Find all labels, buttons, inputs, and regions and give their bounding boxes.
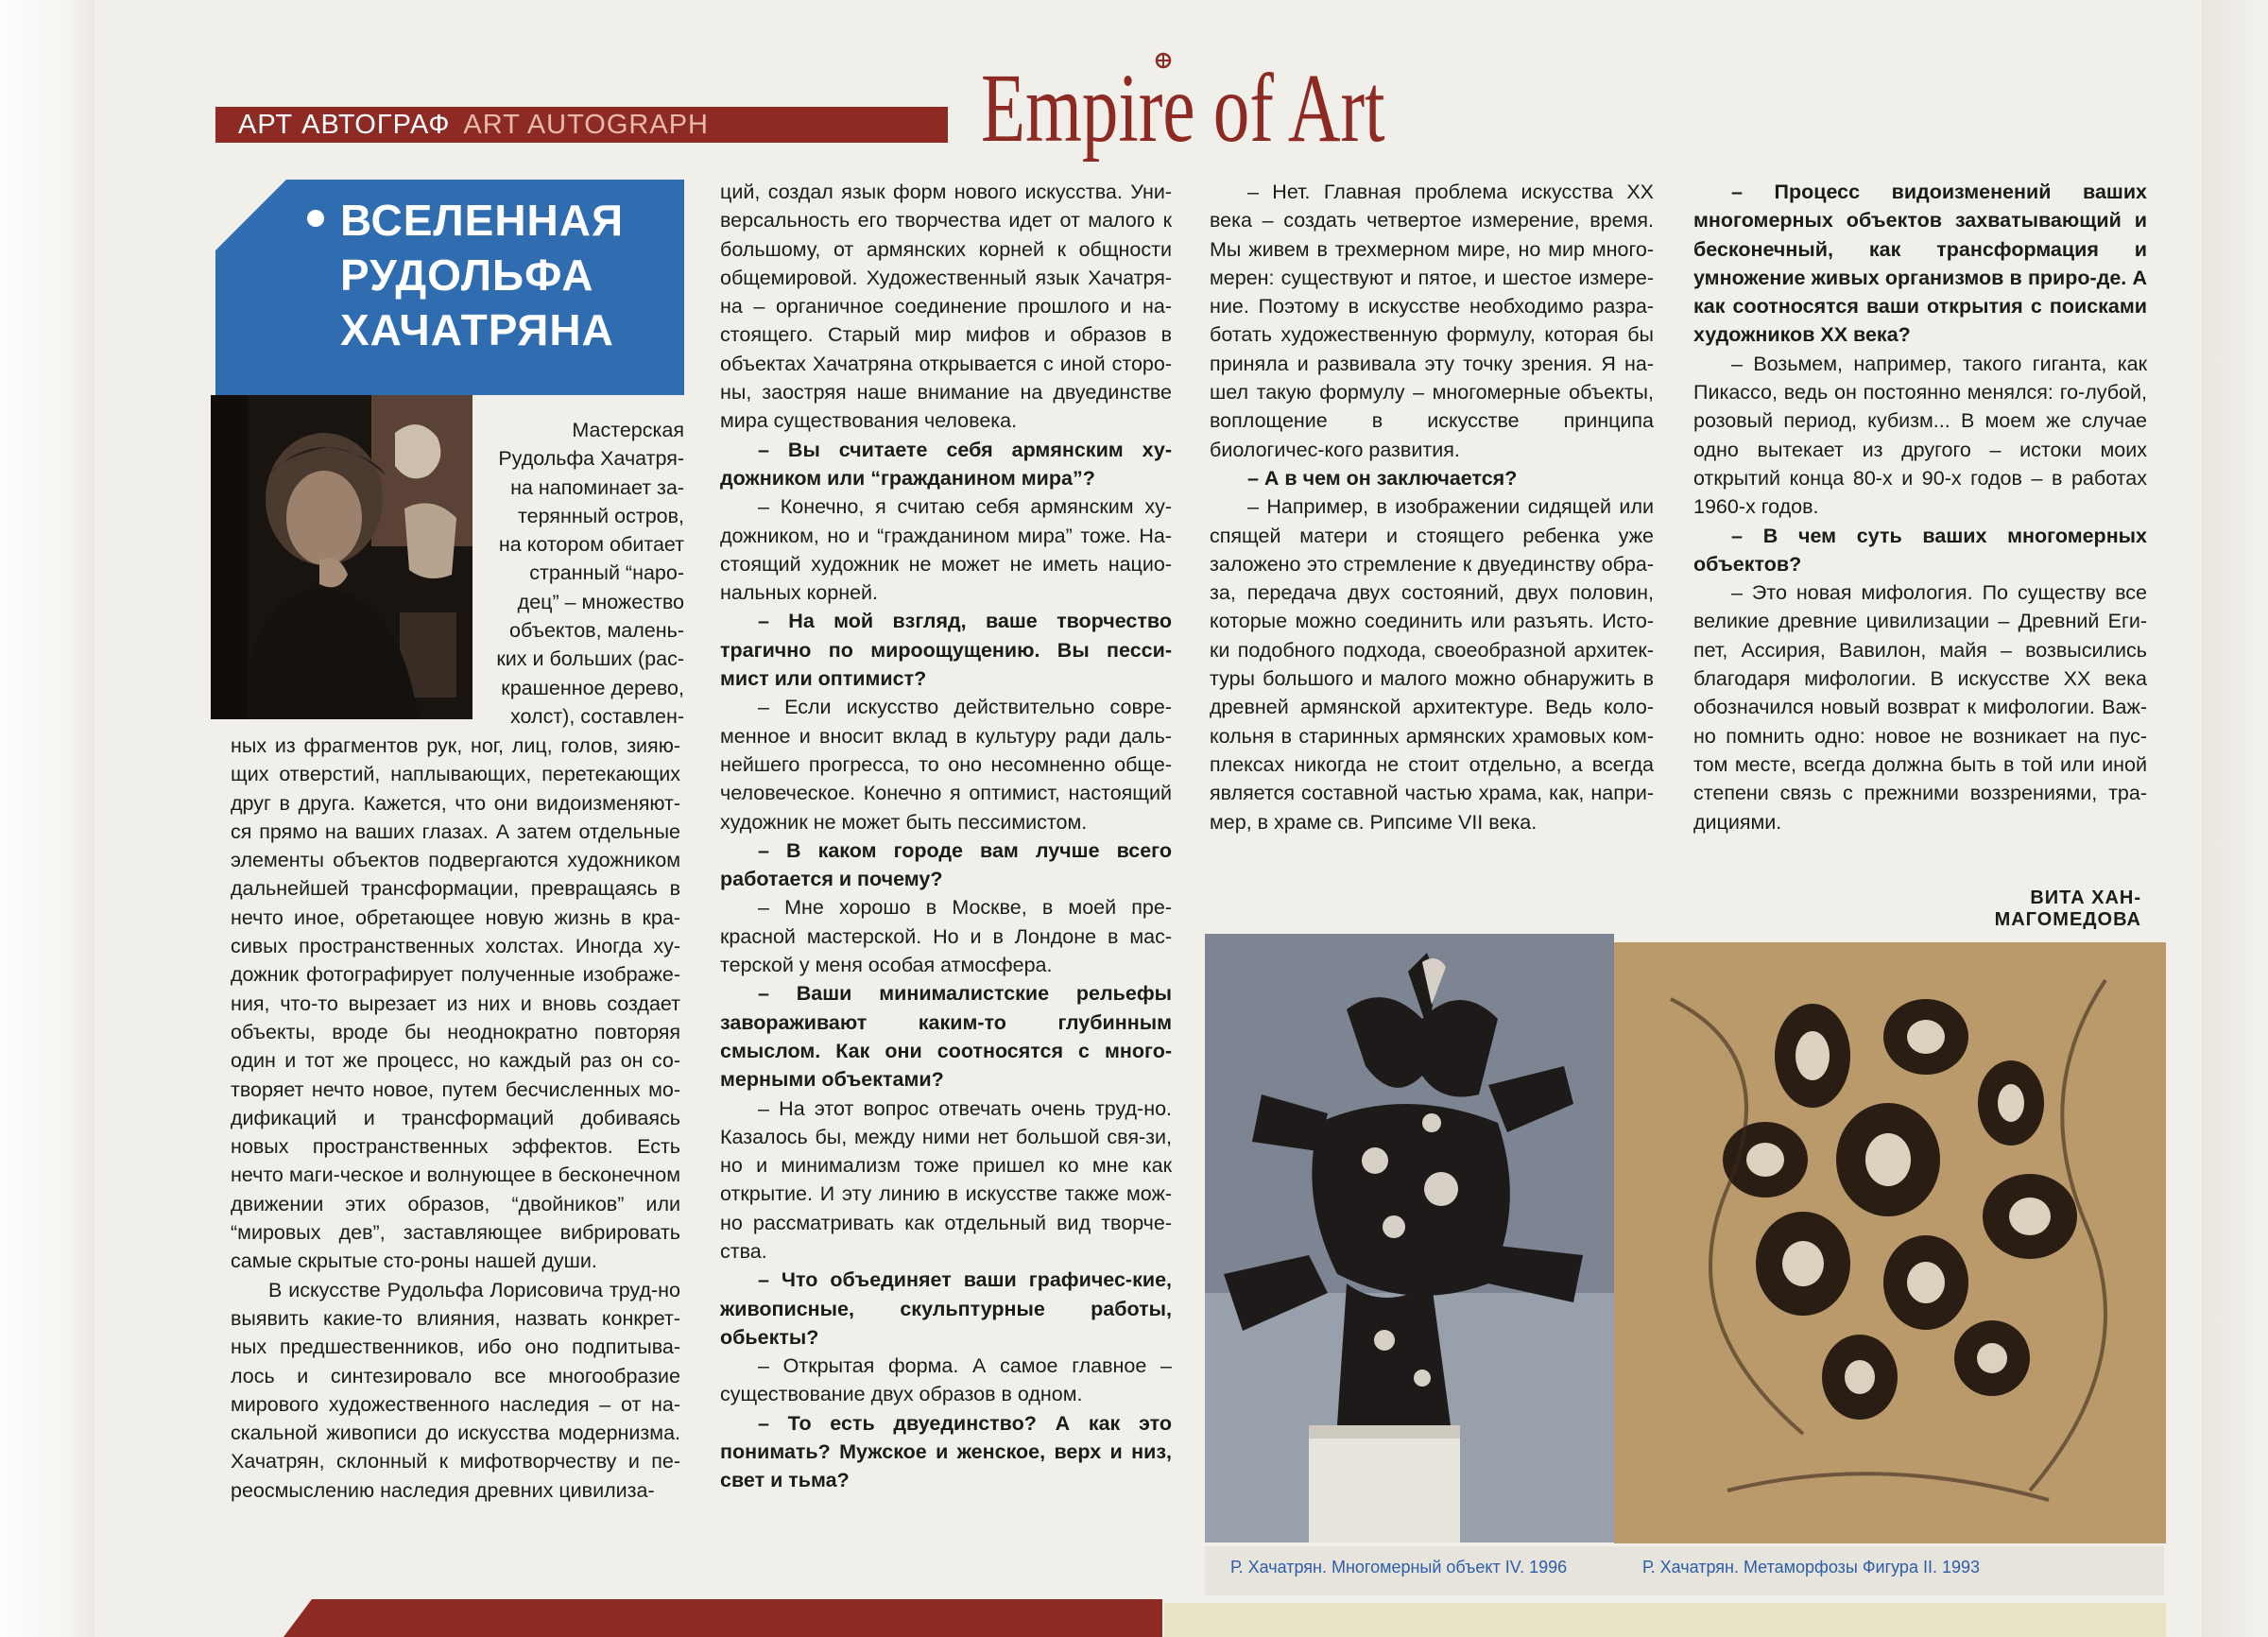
intro-line: ких и больших (рас- (496, 647, 684, 671)
artwork-metamorphoses-painting-photo (1614, 942, 2166, 1543)
interview-answer: – Например, в изображении сидящей или спящей матери и стоящего ребенка уже заложено это стремление к двуединству обра-за, передача двух состояний, двух половин, которые можно соединить или разъять. Исто-ки подобного подхода, своеобразной архитек-туры большого и малого можно обнаружить в древней армянской архитектуре. Ведь коло-кольня в старинных армянских храмовых ком-плексах никогда не стоит отдельно, а всегда является составной частью храма, как, напри-мер, в храме св. Рипсиме VII века. (1210, 495, 1654, 834)
footer-beige-bar (1164, 1603, 2166, 1637)
intro-line: на котором обитает (498, 533, 684, 557)
interview-answer: – Мне хорошо в Москве, в моей пре-красной мастерской. Но и в Лондоне в мас-терской у меня особая атмосфера. (720, 896, 1172, 977)
interview-question: – То есть двуединство? А как это понимать? Мужское и женское, верх и низ, свет и тьма? (720, 1411, 1172, 1492)
intro-line: дец” – множество (517, 590, 684, 613)
interview-answer: – Это новая мифология. По существу все великие древние цивилизации – Древний Еги-пет, Ассирия, Вавилон, майя – возвысились благодаря мифологии. В искусстве XX века обозначился новый возврат к мифологии. Важ-но помнить одно: новое не возникает на пус-том месте, всегда должна быть в той или иной степени связь с прежними воззрениями, тра-дициями. (1693, 581, 2147, 834)
interview-answer: – Возьмем, например, такого гиганта, как Пикассо, ведь он постоянно менялся: го-лубой, розовый период, кубизм... В моем же случае одно вытекает из другого – истоки моих открытий конца 80-х и 90-х годов – в работах 1960-х годов. (1693, 352, 2147, 519)
interview-question: – В чем суть ваших многомерных объектов? (1693, 524, 2147, 576)
interview-answer: – На этот вопрос отвечать очень труд-но. Казалось бы, между ними нет большой свя-зи, но и минимализм тоже пришел ко мне как открытие. И эту линию в искусстве также мож-но рассматривать как отдельный вид творче-ства. (720, 1096, 1172, 1263)
interview-question: – В каком городе вам лучше всего работается и почему? (720, 838, 1172, 891)
intro-line: Мастерская (572, 419, 684, 441)
intro-line: объектов, малень- (508, 619, 684, 643)
interview-answer: – Нет. Главная проблема искусства XX века – создать четвертое измерение, время. Мы живем в трехмерном мире, но мир много-мерен: существуют и пятое, и шестое измере-ние. Поэтому в искусстве необходимо разра-ботать художественную формулу, которая бы приняла и развивала эту точку зрения. Я на-шел такую формулу – многомерные объекты, воплощение в искусстве принципа биологичес-кого развития. (1210, 181, 1654, 461)
interview-answer: – Открытая форма. А самое главное – существование двух образов в одном. (720, 1354, 1172, 1406)
section-header-bar (215, 107, 948, 143)
title-bullet-icon (307, 210, 324, 227)
section-label-en: ART AUTOGRAPH (463, 110, 709, 140)
column-2 (720, 178, 1172, 1495)
column-4 (1693, 178, 2147, 836)
column-1-intro (488, 416, 684, 731)
intro-line: крашенное дерево, (501, 676, 684, 699)
body-paragraph: ных из фрагментов рук, ног, лиц, голов, зияю-щих отверстий, наплывающих, перетекающих друг в друга. Кажется, что они видоизменяют-ся прямо на ваших глазах. А затем отдельные элементы объектов подвергаются художником дальнейшей трансформации, превращаясь в нечто иное, обретающее новую жизнь в кра-сивых пространственных холстах. Иногда ху-дожник фотографирует полученные изображе-ния, что-то вырезает из них и вновь создает объекты, вроде бы неоднократно повторяя один и тот же процесс, но каждый раз он со-творяет нечто новое, путем бесчисленных мо-дификаций и трансформаций добиваясь новых пространственных эффектов. Есть нечто маги-ческое и волнующее в бесконечном движении этих образов, “двойников” или “мировых дев”, заставляющее вибрировать самые скрытые сто-роны нашей души. (231, 734, 680, 1273)
artist-portrait-photo (211, 395, 472, 719)
article-title (340, 193, 680, 357)
masthead-title: Empire of Art (981, 54, 1385, 163)
scan-margin-right (2202, 0, 2268, 1637)
interview-question: – Ваши минималистские рельефы завораживают каким-то глубинным смыслом. Как они соотносятся с много-мерными объектами? (720, 982, 1172, 1092)
interview-answer: – Конечно, я считаю себя армянским ху-дожником, но и “гражданином мира” тоже. На-стоящий художник не может не иметь нацио-нальных корней. (720, 495, 1172, 605)
intro-line: холст), составлен- (510, 704, 684, 728)
section-label-ru: АРТ АВТОГРАФ (238, 110, 451, 140)
interview-question: – Процесс видоизменений ваших многомерных объектов захватывающий и бесконечный, как трансформация и умножение живых организмов в приро-де. А как соотносятся ваши открытия с поисками художников XX века? (1693, 181, 2147, 347)
title-line: ВСЕЛЕННАЯ (340, 196, 625, 245)
interview-question: – Вы считаете себя армянским ху-дожником или “гражданином мира”? (720, 438, 1172, 490)
interview-question: – А в чем он заключается? (1247, 466, 1518, 490)
artwork-caption-2: Р. Хачатрян. Метаморфозы Фигура II. 1993 (1642, 1558, 1981, 1577)
intro-line: Рудольфа Хачатря- (498, 447, 684, 471)
column-3 (1210, 178, 1654, 836)
interview-question: – Что объединяет ваши графичес-кие, живописные, скульптурные работы, обьекты? (720, 1268, 1172, 1349)
title-line: ХАЧАТРЯНА (340, 305, 614, 354)
intro-line: странный “наро- (529, 561, 684, 585)
masthead-logo (981, 52, 1385, 165)
artwork-caption-1: Р. Хачатрян. Многомерный объект IV. 1996 (1230, 1558, 1568, 1577)
body-paragraph: ций, создал язык форм нового искусства. Уни-версальность его творчества идет от малого к большому, от армянских корней к общности общемировой. Художественный язык Хачатря-на – органичное соединение прошлого и на-стоящего. Старый мир мифов и образов в объектах Хачатряна открывается с иной сторо-ны, заостряя наше внимание на двуединстве мира существования человека. (720, 181, 1172, 433)
interview-answer: – Если искусство действительно совре-менное и вносит вклад в культуру ради даль-нейшего прогресса, то оно несомненно обще-человеческое. Конечно я оптимист, настоящий художник не может быть пессимистом. (720, 696, 1172, 834)
interview-question: – На мой взгляд, ваше творчество трагично по мироощущению. Вы песси-мист или оптимист? (720, 610, 1172, 691)
artwork-multidimensional-object-photo (1205, 934, 1614, 1542)
body-paragraph: В искусстве Рудольфа Лорисовича труд-но выявить какие-то влияния, назвать конкрет-ных предшественников, ибо оно подпитыва-лось и синтезировало все многообразие мирового художественного наследия – от на-скальной живописи до искусства модернизма. Хачатрян, склонный к мифотворчеству и пе-реосмыслению наследия древних цивилиза- (231, 1278, 680, 1502)
intro-line: терянный остров, (518, 504, 684, 527)
scan-margin-left (0, 0, 94, 1637)
intro-line: на напоминает за- (510, 475, 684, 499)
author-byline: ВИТА ХАН-МАГОМЕДОВА (1994, 887, 2141, 930)
title-line: РУДОЛЬФА (340, 250, 594, 300)
column-1-body (231, 732, 680, 1505)
footer-red-bar (284, 1599, 1162, 1637)
